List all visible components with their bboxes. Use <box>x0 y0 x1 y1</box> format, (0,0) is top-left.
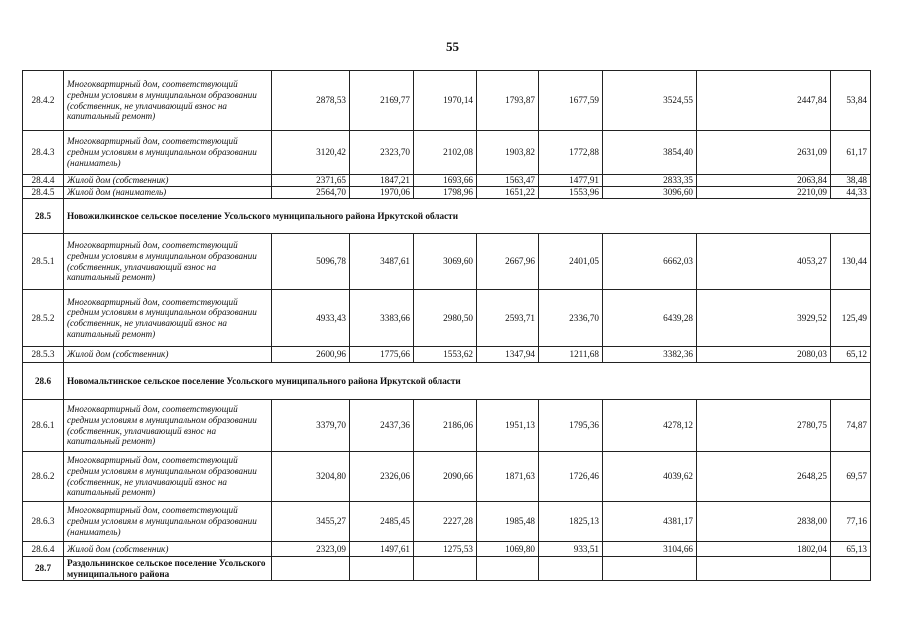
value-cell: 3379,70 <box>272 400 350 452</box>
section-number: 28.7 <box>23 557 64 581</box>
value-cell: 1553,96 <box>539 187 603 199</box>
row-number: 28.6.3 <box>23 502 64 542</box>
value-cell: 1553,62 <box>414 347 477 363</box>
row-description: Жилой дом (наниматель) <box>64 187 272 199</box>
row-number: 28.4.5 <box>23 187 64 199</box>
value-cell: 77,16 <box>831 502 871 542</box>
section-title: Новомальтинское сельское поселение Усольского муниципального района Иркутской области <box>64 363 871 400</box>
row-description: Многоквартирный дом, соответствующий средним условиям в муниципальном образовании (собственник, уплачивающий взнос на капитальный ремонт) <box>64 234 272 290</box>
empty-cell <box>539 557 603 581</box>
value-cell: 1497,61 <box>350 542 414 557</box>
value-cell: 1563,47 <box>477 175 539 187</box>
value-cell: 2600,96 <box>272 347 350 363</box>
row-description: Многоквартирный дом, соответствующий средним условиям в муниципальном образовании (собственник, не уплачивающий взнос на капитальный ремонт) <box>64 452 272 502</box>
empty-cell <box>477 557 539 581</box>
value-cell: 2227,28 <box>414 502 477 542</box>
value-cell: 2371,65 <box>272 175 350 187</box>
section-row <box>23 557 871 581</box>
value-cell: 2063,84 <box>697 175 831 187</box>
row-description: Многоквартирный дом, соответствующий средним условиям в муниципальном образовании (собственник, не уплачивающий взнос на капитальный ремонт) <box>64 71 272 131</box>
table-row <box>23 71 871 131</box>
row-number: 28.5.3 <box>23 347 64 363</box>
value-cell: 6662,03 <box>603 234 697 290</box>
value-cell: 1677,59 <box>539 71 603 131</box>
value-cell: 4381,17 <box>603 502 697 542</box>
value-cell: 2648,25 <box>697 452 831 502</box>
value-cell: 4933,43 <box>272 290 350 347</box>
value-cell: 1775,66 <box>350 347 414 363</box>
value-cell: 1693,66 <box>414 175 477 187</box>
section-row <box>23 199 871 234</box>
value-cell: 5096,78 <box>272 234 350 290</box>
table-row <box>23 187 871 199</box>
table-row <box>23 542 871 557</box>
empty-cell <box>831 557 871 581</box>
table-row <box>23 131 871 175</box>
value-cell: 1903,82 <box>477 131 539 175</box>
value-cell: 933,51 <box>539 542 603 557</box>
table-row <box>23 234 871 290</box>
row-number: 28.4.4 <box>23 175 64 187</box>
value-cell: 1951,13 <box>477 400 539 452</box>
value-cell: 1970,06 <box>350 187 414 199</box>
value-cell: 69,57 <box>831 452 871 502</box>
value-cell: 2186,06 <box>414 400 477 452</box>
value-cell: 65,12 <box>831 347 871 363</box>
value-cell: 3854,40 <box>603 131 697 175</box>
value-cell: 130,44 <box>831 234 871 290</box>
value-cell: 2323,09 <box>272 542 350 557</box>
value-cell: 3096,60 <box>603 187 697 199</box>
value-cell: 2102,08 <box>414 131 477 175</box>
value-cell: 1798,96 <box>414 187 477 199</box>
value-cell: 2780,75 <box>697 400 831 452</box>
empty-cell <box>603 557 697 581</box>
value-cell: 1069,80 <box>477 542 539 557</box>
row-number: 28.5.1 <box>23 234 64 290</box>
value-cell: 3382,36 <box>603 347 697 363</box>
table-row <box>23 400 871 452</box>
value-cell: 2878,53 <box>272 71 350 131</box>
value-cell: 1211,68 <box>539 347 603 363</box>
value-cell: 3929,52 <box>697 290 831 347</box>
value-cell: 1970,14 <box>414 71 477 131</box>
row-number: 28.4.3 <box>23 131 64 175</box>
value-cell: 2326,06 <box>350 452 414 502</box>
value-cell: 1871,63 <box>477 452 539 502</box>
row-description: Жилой дом (собственник) <box>64 347 272 363</box>
value-cell: 4039,62 <box>603 452 697 502</box>
table-row <box>23 347 871 363</box>
value-cell: 3383,66 <box>350 290 414 347</box>
value-cell: 2833,35 <box>603 175 697 187</box>
empty-cell <box>350 557 414 581</box>
value-cell: 2980,50 <box>414 290 477 347</box>
value-cell: 2667,96 <box>477 234 539 290</box>
empty-cell <box>414 557 477 581</box>
row-number: 28.6.1 <box>23 400 64 452</box>
value-cell: 2210,09 <box>697 187 831 199</box>
section-row <box>23 363 871 400</box>
value-cell: 53,84 <box>831 71 871 131</box>
value-cell: 1347,94 <box>477 347 539 363</box>
value-cell: 1793,87 <box>477 71 539 131</box>
value-cell: 3069,60 <box>414 234 477 290</box>
value-cell: 3524,55 <box>603 71 697 131</box>
value-cell: 3120,42 <box>272 131 350 175</box>
table-row <box>23 175 871 187</box>
section-title: Раздольнинское сельское поселение Усольского муниципального района <box>64 557 272 581</box>
value-cell: 2090,66 <box>414 452 477 502</box>
value-cell: 2447,84 <box>697 71 831 131</box>
row-description: Многоквартирный дом, соответствующий средним условиям в муниципальном образовании (собственник, уплачивающий взнос на капитальный ремонт) <box>64 400 272 452</box>
value-cell: 1825,13 <box>539 502 603 542</box>
empty-cell <box>272 557 350 581</box>
value-cell: 3104,66 <box>603 542 697 557</box>
value-cell: 2485,45 <box>350 502 414 542</box>
section-number: 28.5 <box>23 199 64 234</box>
value-cell: 44,33 <box>831 187 871 199</box>
row-number: 28.5.2 <box>23 290 64 347</box>
row-number: 28.6.2 <box>23 452 64 502</box>
value-cell: 3455,27 <box>272 502 350 542</box>
table-row <box>23 290 871 347</box>
section-number: 28.6 <box>23 363 64 400</box>
value-cell: 4278,12 <box>603 400 697 452</box>
value-cell: 2437,36 <box>350 400 414 452</box>
value-cell: 1477,91 <box>539 175 603 187</box>
value-cell: 2631,09 <box>697 131 831 175</box>
value-cell: 2080,03 <box>697 347 831 363</box>
value-cell: 61,17 <box>831 131 871 175</box>
value-cell: 3487,61 <box>350 234 414 290</box>
tariff-table <box>22 70 871 581</box>
value-cell: 38,48 <box>831 175 871 187</box>
value-cell: 2838,00 <box>697 502 831 542</box>
value-cell: 1275,53 <box>414 542 477 557</box>
value-cell: 1847,21 <box>350 175 414 187</box>
value-cell: 2593,71 <box>477 290 539 347</box>
value-cell: 65,13 <box>831 542 871 557</box>
row-number: 28.4.2 <box>23 71 64 131</box>
value-cell: 1795,36 <box>539 400 603 452</box>
value-cell: 1772,88 <box>539 131 603 175</box>
value-cell: 1726,46 <box>539 452 603 502</box>
row-number: 28.6.4 <box>23 542 64 557</box>
table-row <box>23 502 871 542</box>
value-cell: 6439,28 <box>603 290 697 347</box>
page-number: 55 <box>446 39 459 54</box>
value-cell: 2169,77 <box>350 71 414 131</box>
table-row <box>23 452 871 502</box>
row-description: Жилой дом (собственник) <box>64 542 272 557</box>
row-description: Многоквартирный дом, соответствующий средним условиям в муниципальном образовании (наниматель) <box>64 502 272 542</box>
section-title: Новожилкинское сельское поселение Усольского муниципального района Иркутской области <box>64 199 871 234</box>
row-description: Многоквартирный дом, соответствующий средним условиям в муниципальном образовании (наниматель) <box>64 131 272 175</box>
value-cell: 2401,05 <box>539 234 603 290</box>
empty-cell <box>697 557 831 581</box>
value-cell: 125,49 <box>831 290 871 347</box>
value-cell: 2336,70 <box>539 290 603 347</box>
value-cell: 1802,04 <box>697 542 831 557</box>
row-description: Многоквартирный дом, соответствующий средним условиям в муниципальном образовании (собственник, не уплачивающий взнос на капитальный ремонт) <box>64 290 272 347</box>
value-cell: 1985,48 <box>477 502 539 542</box>
value-cell: 2323,70 <box>350 131 414 175</box>
table-body <box>23 71 871 581</box>
value-cell: 3204,80 <box>272 452 350 502</box>
value-cell: 4053,27 <box>697 234 831 290</box>
value-cell: 2564,70 <box>272 187 350 199</box>
value-cell: 74,87 <box>831 400 871 452</box>
row-description: Жилой дом (собственник) <box>64 175 272 187</box>
value-cell: 1651,22 <box>477 187 539 199</box>
